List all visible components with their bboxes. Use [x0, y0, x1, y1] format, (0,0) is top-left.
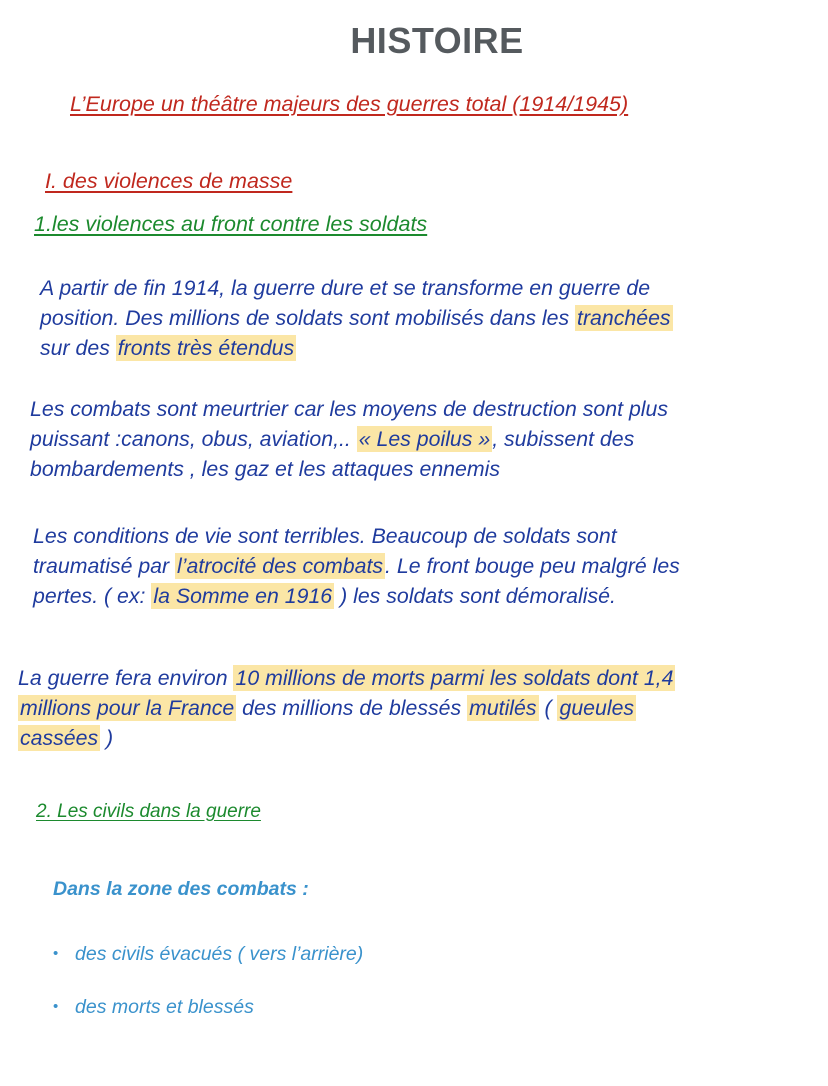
highlighted-text: 10 millions de morts parmi les soldats dont 1,4	[235, 666, 674, 690]
list-item-text: des civils évacués ( vers l’arrière)	[75, 943, 364, 965]
text-run: )	[100, 726, 114, 750]
highlighted-text: mutilés	[469, 696, 537, 720]
text-run: ) les soldats sont démoralisé.	[334, 584, 616, 608]
section-heading-1: I. des violences de masse	[45, 169, 293, 193]
highlighted-text: fronts très étendus	[117, 336, 295, 360]
bullet-icon: •	[53, 998, 59, 1015]
subsection-heading-1: 1.les violences au front contre les soldats	[34, 212, 428, 236]
highlighted-text: cassées	[20, 726, 99, 750]
document-subtitle: L’Europe un théâtre majeurs des guerres total (1914/1945)	[70, 92, 629, 116]
paragraph-line	[40, 273, 673, 303]
zone-heading: Dans la zone des combats :	[53, 878, 309, 900]
text-run: . Le front bouge peu malgré les	[385, 554, 680, 578]
highlighted-text: la Somme en 1916	[153, 584, 333, 608]
paragraph-combats	[30, 394, 668, 484]
subsection-heading-2: 2. Les civils dans la guerre	[36, 801, 261, 822]
highlighted-text: l’atrocité des combats	[177, 554, 384, 578]
paragraph-front-war	[40, 273, 673, 363]
text-run: des millions de blessés	[236, 696, 468, 720]
text-run: Les conditions de vie sont terribles. Beaucoup de soldats sont	[33, 524, 617, 548]
highlighted-text: gueules	[559, 696, 635, 720]
paragraph-line	[18, 663, 675, 693]
paragraph-line	[40, 303, 673, 333]
paragraph-line	[33, 551, 680, 581]
text-run: (	[538, 696, 558, 720]
page-title: HISTOIRE	[350, 20, 524, 61]
text-run: A partir de fin 1914, la guerre dure et se transforme en guerre de	[40, 276, 651, 300]
paragraph-line	[30, 394, 668, 424]
text-run: position. Des millions de soldats sont mobilisés dans les	[40, 306, 576, 330]
paragraph-line	[18, 693, 675, 723]
text-run: , subissent des	[492, 427, 635, 451]
highlighted-text: tranchées	[577, 306, 671, 330]
paragraph-conditions	[33, 521, 680, 611]
paragraph-line	[30, 454, 668, 484]
bullet-icon: •	[53, 945, 59, 962]
text-run: sur des	[40, 336, 116, 360]
text-run: bombardements , les gaz et les attaques ennemis	[30, 457, 500, 481]
paragraph-line	[30, 424, 668, 454]
paragraph-line	[40, 333, 673, 363]
text-run: puissant :canons, obus, aviation,..	[30, 427, 357, 451]
text-run: La guerre fera environ	[18, 666, 234, 690]
list-item	[53, 996, 254, 1019]
highlighted-text: « Les poilus »	[358, 427, 491, 451]
text-run: traumatisé par	[33, 554, 176, 578]
text-run: Les combats sont meurtrier car les moyens de destruction sont plus	[30, 397, 669, 421]
highlighted-text: millions pour la France	[20, 696, 235, 720]
paragraph-line	[18, 723, 675, 753]
paragraph-line	[33, 581, 680, 611]
list-item-text: des morts et blessés	[75, 996, 254, 1018]
paragraph-casualties	[18, 663, 675, 753]
text-run: pertes. ( ex:	[33, 584, 152, 608]
paragraph-line	[33, 521, 680, 551]
list-item	[53, 943, 363, 966]
